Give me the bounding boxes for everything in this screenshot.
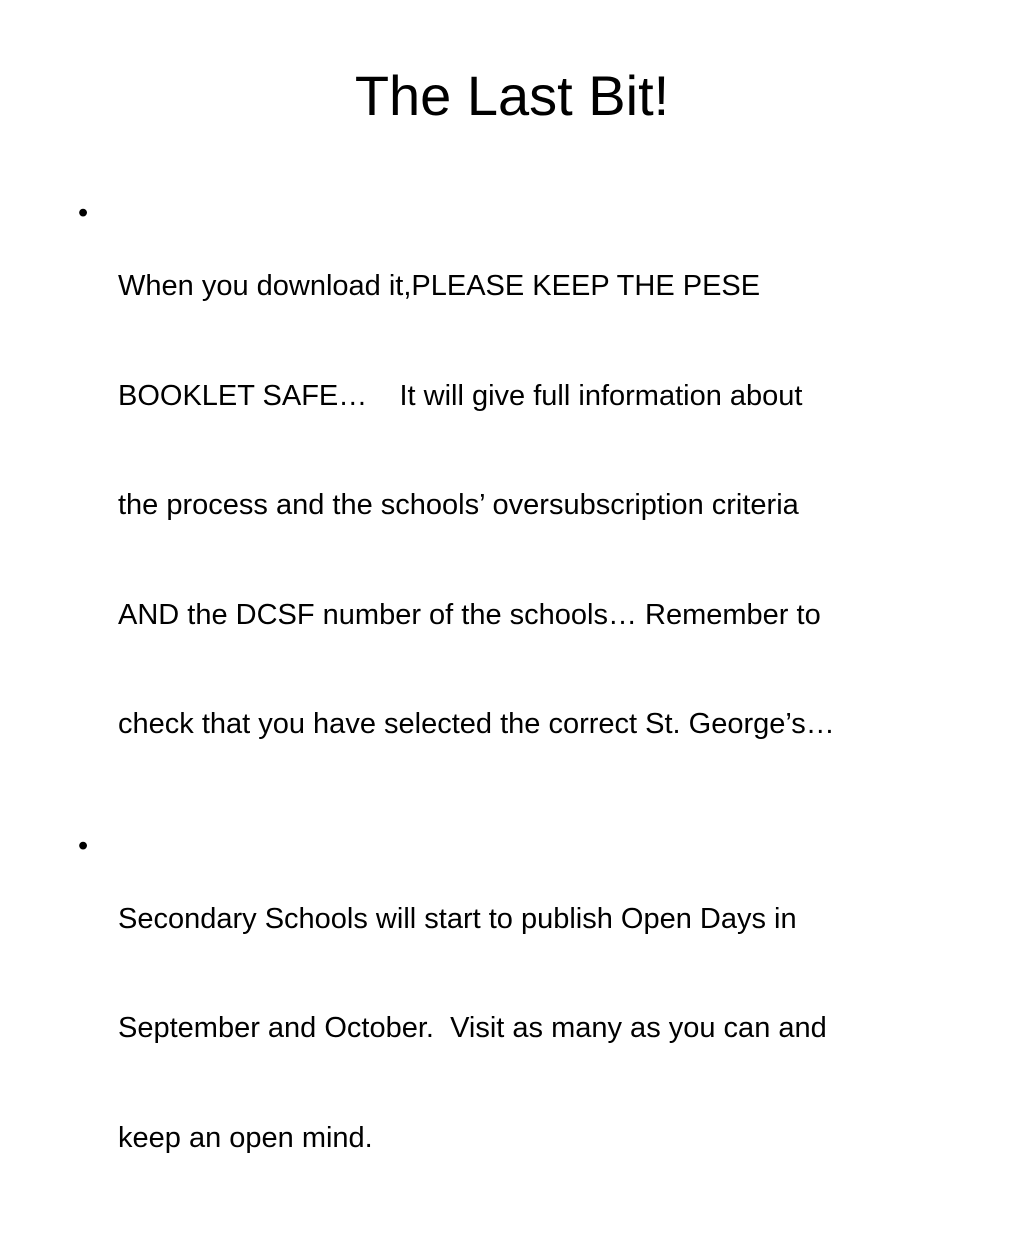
bullet-text: [118, 828, 978, 1230]
bullet-text: [118, 195, 978, 816]
bullet-item-open-days: [78, 828, 978, 1230]
slide-title: The Last Bit!: [354, 64, 670, 127]
bullet-icon: •: [78, 197, 89, 229]
bullet-line: When you download it,PLEASE KEEP THE PESE: [118, 270, 761, 302]
bullet-line: AND the DCSF number of the schools… Remember to: [118, 598, 821, 631]
bullet-list: [78, 195, 978, 1241]
bullet-item-download: [78, 195, 978, 816]
bullet-line: BOOKLET SAFE… It will give full information about: [118, 379, 803, 412]
bullet-icon: •: [78, 829, 89, 862]
bullet-line: Secondary Schools will start to publish Open Days in: [118, 902, 797, 935]
bullet-line: the process and the schools’ oversubscription criteria: [118, 489, 799, 521]
bullet-line: September and October. Visit as many as you can and: [118, 1012, 827, 1044]
bullet-line: keep an open mind.: [118, 1121, 373, 1154]
bullet-line: check that you have selected the correct St. George’s…: [118, 708, 835, 740]
